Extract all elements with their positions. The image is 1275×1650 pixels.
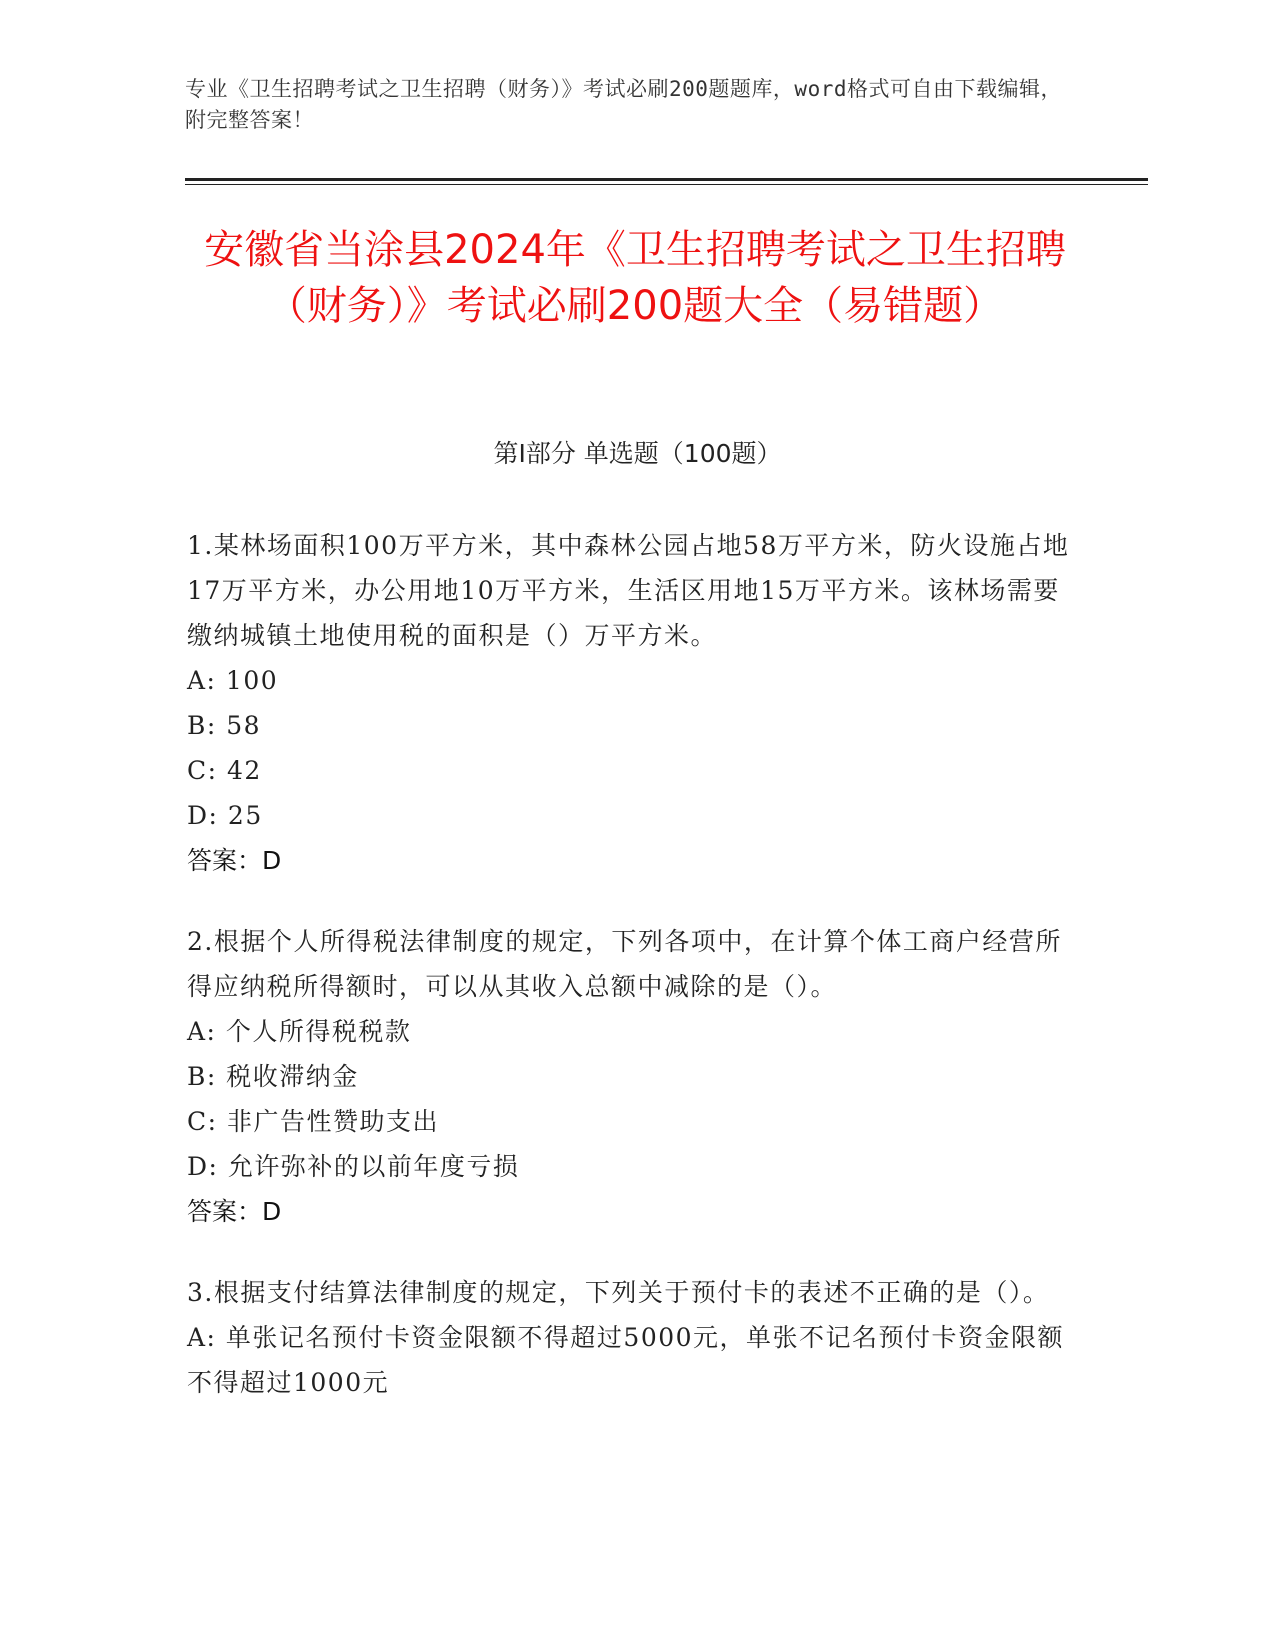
document-title: 安徽省当涂县2024年《卫生招聘考试之卫生招聘（财务）》考试必刷200题大全（易错题） — [204, 227, 1066, 329]
header-note: 专业《卫生招聘考试之卫生招聘（财务）》考试必刷200题题库，word格式可自由下载编辑，附完整答案！ — [185, 77, 1062, 132]
question-1 — [187, 523, 1077, 883]
option-a: A: 100 — [187, 666, 279, 695]
answer: 答案：D — [187, 846, 282, 875]
option-d: D: 允许弥补的以前年度亏损 — [187, 1152, 520, 1181]
question-3 — [187, 1270, 1077, 1405]
answer: 答案：D — [187, 1197, 282, 1226]
option-b: B: 58 — [187, 711, 262, 740]
option-d: D: 25 — [187, 801, 263, 830]
question-stem: 2.根据个人所得税法律制度的规定，下列各项中，在计算个体工商户经营所得应纳税所得额时，可以从其收入总额中减除的是（）。 — [187, 927, 1062, 1001]
option-a: A: 个人所得税税款 — [187, 1017, 412, 1046]
option-a: A: 单张记名预付卡资金限额不得超过5000元，单张不记名预付卡资金限额不得超过1000元 — [187, 1323, 1065, 1397]
header-rule-thin — [185, 184, 1148, 185]
header-rule-thick — [185, 178, 1148, 181]
option-c: C: 非广告性赞助支出 — [187, 1107, 439, 1136]
question-list — [187, 523, 1077, 1441]
option-b: B: 税收滞纳金 — [187, 1062, 359, 1091]
section-heading: 第I部分 单选题（100题） — [493, 439, 782, 468]
question-stem: 3.根据支付结算法律制度的规定，下列关于预付卡的表述不正确的是（）。 — [187, 1278, 1050, 1307]
option-c: C: 42 — [187, 756, 262, 785]
question-stem: 1.某林场面积100万平方米，其中森林公园占地58万平方米，防火设施占地17万平方米，办公用地10万平方米，生活区用地15万平方米。该林场需要缴纳城镇土地使用税的面积是（）万平方米。 — [187, 531, 1070, 650]
question-2 — [187, 919, 1077, 1234]
